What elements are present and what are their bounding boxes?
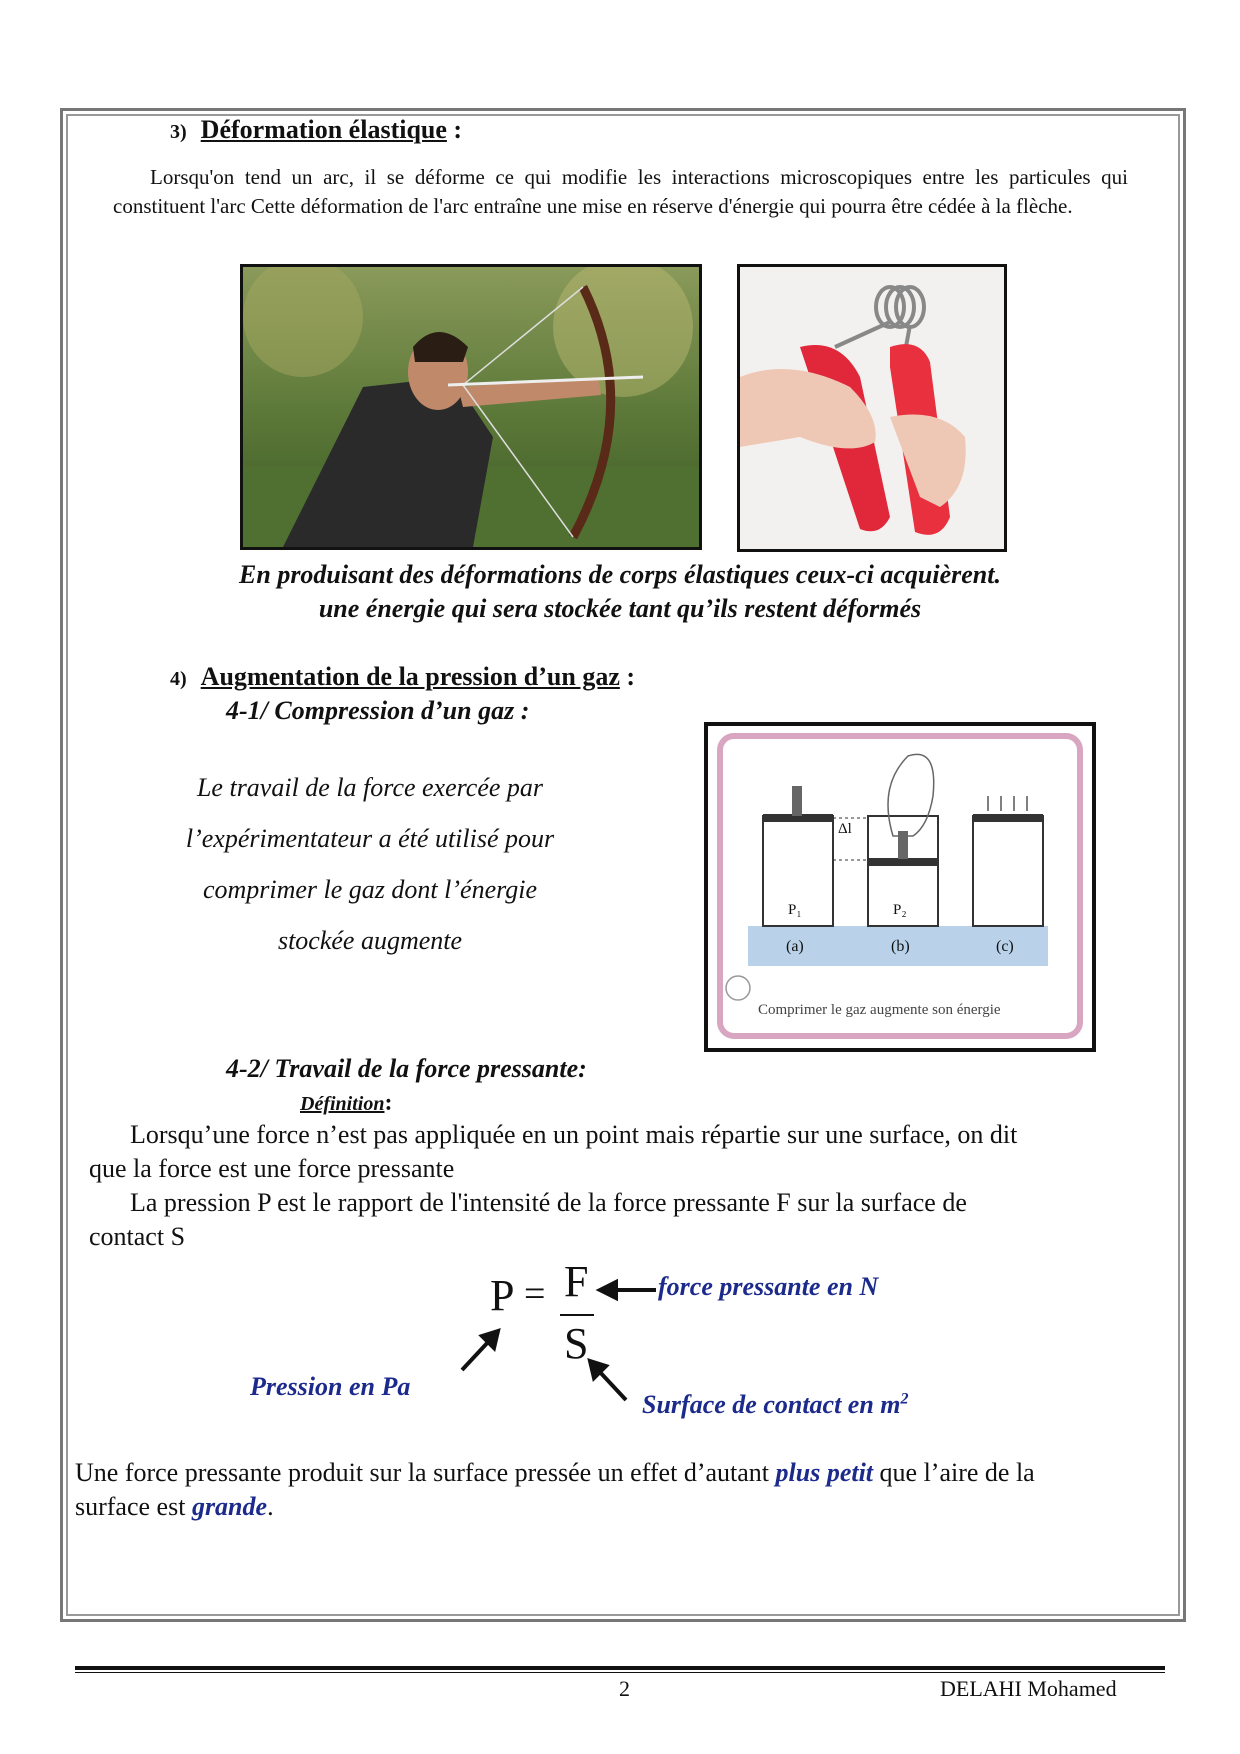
text-line: La pression P est le rapport de l'intensité de la force pressante F sur la surface de bbox=[130, 1188, 967, 1217]
delta-l-label: Δl bbox=[838, 821, 852, 837]
section-title: Augmentation de la pression d’un gaz bbox=[200, 662, 620, 691]
label-surface bbox=[642, 1390, 909, 1420]
label-a: (a) bbox=[786, 938, 804, 955]
text-line: Le travail de la force exercée par bbox=[196, 773, 544, 802]
text: surface est bbox=[75, 1492, 192, 1521]
colon: : bbox=[384, 1090, 393, 1116]
section-title: Déformation élastique bbox=[200, 115, 447, 144]
colon: : bbox=[453, 115, 463, 144]
text-line: l’expérimentateur a été utilisé pour bbox=[185, 824, 555, 853]
label-surface-text: Surface de contact en m bbox=[642, 1390, 901, 1419]
section-number: 3) bbox=[170, 121, 187, 143]
text-line: Lorsqu’une force n’est pas appliquée en un point mais répartie sur une surface, on dit bbox=[130, 1120, 1018, 1149]
p1-label: P₁ bbox=[788, 902, 802, 918]
label-pression: Pression en Pa bbox=[250, 1372, 411, 1401]
section-3-paragraph: Lorsqu'on tend un arc, il se déforme ce qui modifie les interactions microscopiques entre les particules qui constituent l'arc Cette déformation de l'arc entraîne une mise en réserve d'énergie qui pourra être cédée à la flèche. bbox=[113, 165, 1128, 218]
formula-p: P bbox=[490, 1271, 515, 1320]
conclusion-line-2: une énergie qui sera stockée tant qu’ils restent déformés bbox=[318, 594, 922, 623]
subsection-4-2-title: 4-2/ Travail de la force pressante: bbox=[226, 1054, 587, 1083]
text: que l’aire de la bbox=[873, 1458, 1035, 1487]
text-line: comprimer le gaz dont l’énergie bbox=[202, 875, 538, 904]
text-line: stockée augmente bbox=[277, 926, 463, 955]
emphasis: plus petit bbox=[775, 1458, 874, 1487]
conclusion-line-1: En produisant des déformations de corps élastiques ceux-ci acquièrent. bbox=[239, 560, 1001, 589]
text: Une force pressante produit sur la surface pressée un effet d’autant bbox=[75, 1458, 776, 1487]
final-statement bbox=[75, 1456, 1165, 1524]
label-surface-exponent: 2 bbox=[900, 1390, 909, 1408]
formula-equals: = bbox=[524, 1273, 546, 1315]
section-number: 4) bbox=[170, 668, 187, 690]
label-force: force pressante en N bbox=[658, 1272, 879, 1301]
label-b: (b) bbox=[891, 938, 910, 955]
subsection-4-1-title: 4-1/ Compression d’un gaz : bbox=[226, 696, 530, 725]
emphasis: grande bbox=[191, 1492, 268, 1521]
text-line: contact S bbox=[89, 1222, 186, 1251]
p2-label: P₂ bbox=[893, 902, 907, 918]
footer-author: DELAHI Mohamed bbox=[940, 1676, 1117, 1701]
footer-rule bbox=[75, 1666, 1165, 1670]
definition-word: Définition bbox=[300, 1093, 385, 1115]
formula-s: S bbox=[564, 1319, 589, 1368]
formula-f: F bbox=[564, 1257, 589, 1306]
text-line: que la force est une force pressante bbox=[89, 1154, 455, 1183]
label-c: (c) bbox=[996, 938, 1014, 955]
figure-caption: Comprimer le gaz augmente son énergie bbox=[758, 1002, 1001, 1018]
page-number: 2 bbox=[619, 1676, 630, 1701]
colon: : bbox=[626, 662, 636, 691]
footer-rule-thin bbox=[75, 1672, 1165, 1673]
text: . bbox=[267, 1492, 274, 1521]
